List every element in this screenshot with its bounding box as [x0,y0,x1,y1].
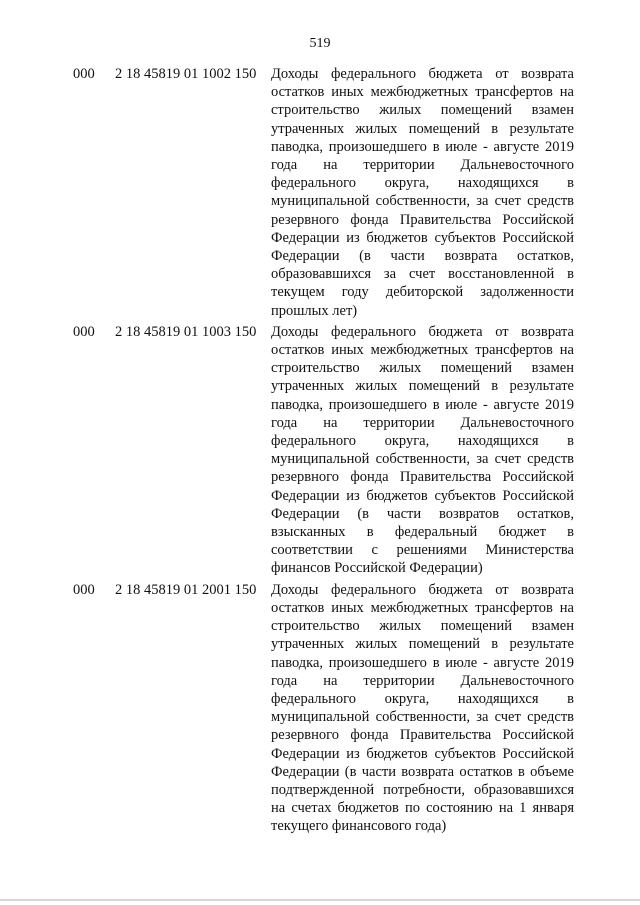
revenue-description: Доходы федерального бюджета от возврата остатков иных межбюджетных трансфертов на строительство жилых помещений взамен утраченных жилых помещений в результате паводка, произошедшего в июле - августе 2019 года на территории Дальневосточного федерального округа, находящихся в муниципальной собственности, за счет средств резервного фонда Правительства Российской Федерации из бюджетов субъектов Российской Федерации (в части возвратов остатков, взысканных в федеральный бюджет в соответствии с решениями Министерства финансов Российской Федерации) [271,323,574,577]
revenue-description: Доходы федерального бюджета от возврата остатков иных межбюджетных трансфертов на строительство жилых помещений взамен утраченных жилых помещений в результате паводка, произошедшего в июле - августе 2019 года на территории Дальневосточного федерального округа, находящихся в муниципальной собственности, за счет средств резервного фонда Правительства Российской Федерации из бюджетов субъектов Российской Федерации (в части возврата остатков в объеме подтвержденной потребности, образовавшихся на счетах бюджетов по состоянию на 1 января текущего финансового года) [271,581,574,835]
budget-code-table [73,65,585,839]
table-row [73,65,585,320]
table-row [73,581,585,836]
admin-code: 000 [73,323,95,340]
admin-code: 000 [73,581,95,598]
admin-code: 000 [73,66,95,82]
page-number: 519 [309,36,331,51]
table-row [73,323,585,578]
budget-classification-code: 2 18 45819 01 1003 150 [115,323,257,340]
revenue-description: Доходы федерального бюджета от возврата остатков иных межбюджетных трансфертов на строительство жилых помещений взамен утраченных жилых помещений в результате паводка, произошедшего в июле - августе 2019 года на территории Дальневосточного федерального округа, находящихся в муниципальной собственности, за счет средств резервного фонда Правительства Российской Федерации из бюджетов субъектов Российской Федерации (в части возврата остатков, образовавшихся за счет восстановленной в текущем году дебиторской задолженности прошлых лет) [271,66,574,319]
scan-edge-line [0,899,640,901]
budget-classification-code: 2 18 45819 01 2001 150 [115,581,257,598]
budget-classification-code: 2 18 45819 01 1002 150 [115,66,257,82]
